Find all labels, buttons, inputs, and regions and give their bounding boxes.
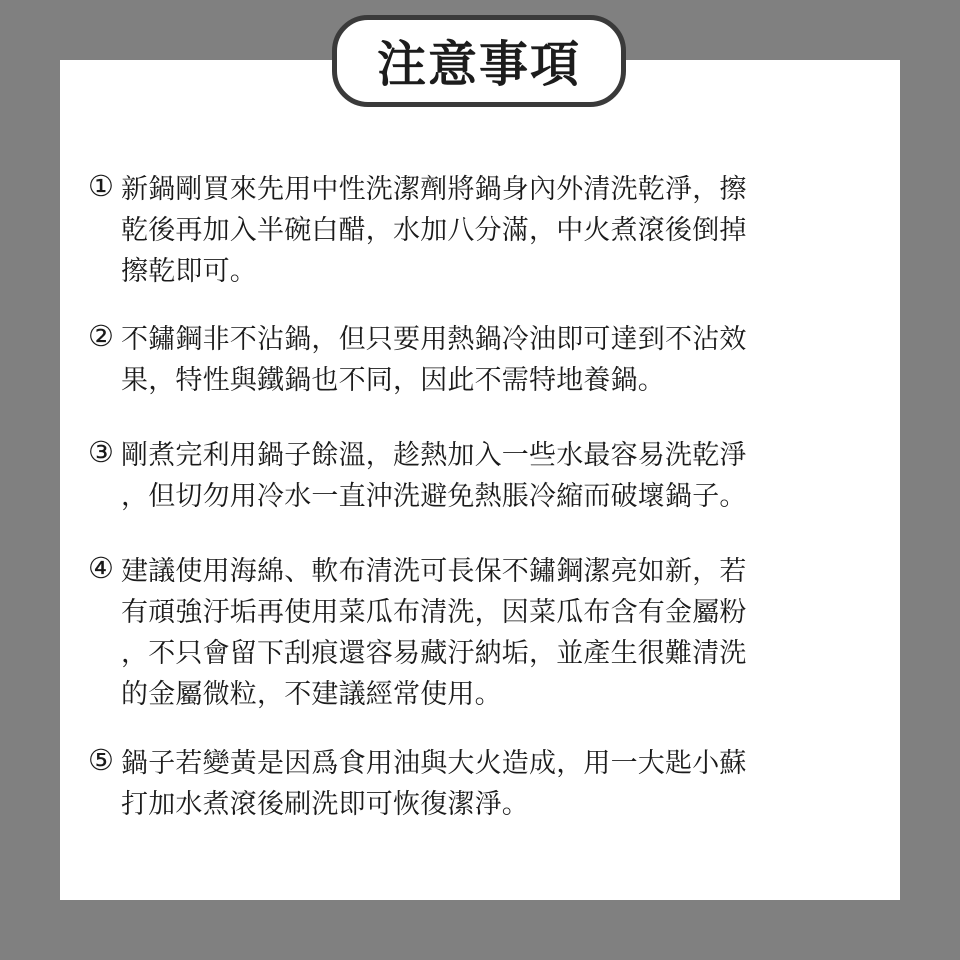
note-text: 建議使用海綿、軟布清洗可長保不鏽鋼潔亮如新，若 xyxy=(121,556,747,587)
title-badge xyxy=(332,15,626,107)
note-line xyxy=(88,589,878,630)
note-line xyxy=(88,207,878,248)
note-item-5 xyxy=(88,740,878,822)
note-line xyxy=(88,473,878,514)
note-item-1 xyxy=(88,166,878,289)
circled-number-marker: ③ xyxy=(88,435,115,469)
note-item-3 xyxy=(88,432,878,514)
note-line xyxy=(88,671,878,712)
note-line xyxy=(88,630,878,671)
note-line xyxy=(88,316,878,357)
note-text: 打加水煮滾後刷洗即可恢復潔淨。 xyxy=(121,789,529,820)
note-text: 剛煮完利用鍋子餘溫，趁熱加入一些水最容易洗乾淨 xyxy=(121,440,747,471)
circled-number-marker: ① xyxy=(88,169,115,203)
note-text: 擦乾即可。 xyxy=(121,256,257,287)
page-title: 注意事項 xyxy=(376,36,581,93)
note-line xyxy=(88,166,878,207)
note-text: 鍋子若變黃是因爲食用油與大火造成，用一大匙小蘇 xyxy=(121,748,747,779)
note-line xyxy=(88,740,878,781)
note-text: 乾後再加入半碗白醋，水加八分滿，中火煮滾後倒掉 xyxy=(121,215,747,246)
note-text: 不鏽鋼非不沾鍋，但只要用熱鍋冷油即可達到不沾效 xyxy=(121,324,747,355)
note-text: 果，特性與鐵鍋也不同，因此不需特地養鍋。 xyxy=(121,365,665,396)
note-line xyxy=(88,432,878,473)
circled-number-marker: ④ xyxy=(88,551,115,585)
note-item-2 xyxy=(88,316,878,398)
note-item-4 xyxy=(88,548,878,712)
circled-number-marker: ⑤ xyxy=(88,743,115,777)
note-text: ，不只會留下刮痕還容易藏汙納垢，並產生很難清洗 xyxy=(121,638,747,669)
note-text: 新鍋剛買來先用中性洗潔劑將鍋身內外清洗乾淨，擦 xyxy=(121,174,747,205)
note-line xyxy=(88,248,878,289)
note-text: ，但切勿用冷水一直沖洗避免熱脹冷縮而破壞鍋子。 xyxy=(121,481,747,512)
circled-number-marker: ② xyxy=(88,319,115,353)
note-text: 有頑強汙垢再使用菜瓜布清洗，因菜瓜布含有金屬粉 xyxy=(121,597,747,628)
note-line xyxy=(88,548,878,589)
note-text: 的金屬微粒，不建議經常使用。 xyxy=(121,679,502,710)
note-line xyxy=(88,357,878,398)
note-line xyxy=(88,781,878,822)
